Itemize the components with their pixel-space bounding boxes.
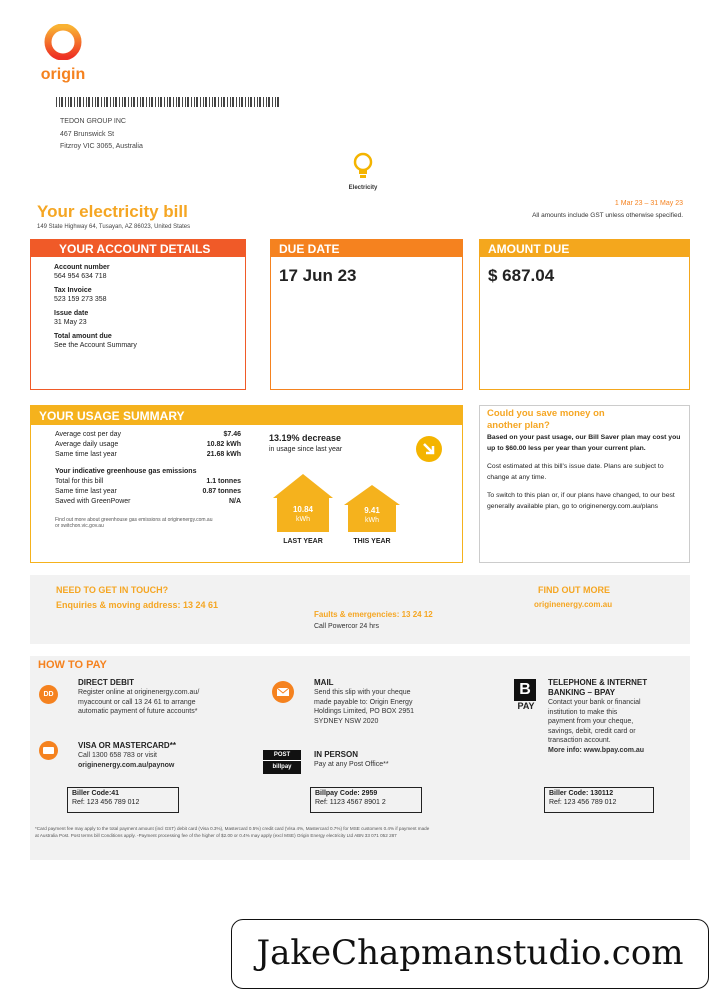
this-year-house xyxy=(340,483,404,545)
this-year-value: 9.41 xyxy=(364,506,380,515)
post-billpay-icon xyxy=(263,750,301,774)
bpay-reference-box xyxy=(544,787,654,813)
service-label: Electricity xyxy=(348,185,378,191)
last-year-unit: kWh xyxy=(296,516,310,523)
bpay-biller-code: Biller Code: 130112 xyxy=(549,790,614,797)
biller-code: Biller Code:41 xyxy=(72,790,120,797)
emissions-row xyxy=(55,497,241,507)
contact-section xyxy=(30,575,690,644)
mail-text: made payable to: Origin Energy xyxy=(314,698,413,706)
account-field xyxy=(54,264,245,281)
billpay-reference-box xyxy=(310,787,422,813)
this-year-label: THIS YEAR xyxy=(353,538,391,545)
address-line-2: 467 Brunswick St xyxy=(60,131,115,138)
direct-debit-text: Register online at originenergy.com.au/ xyxy=(78,689,200,696)
postal-barcode xyxy=(56,97,281,107)
mail-text: Holdings Limited, PO BOX 2951 xyxy=(314,708,414,715)
total-due-label: Total amount due xyxy=(54,333,112,340)
mail-title: MAIL xyxy=(314,678,334,687)
usage-decrease-subtitle: in usage since last year xyxy=(269,446,343,453)
usage-summary-heading: YOUR USAGE SUMMARY xyxy=(31,406,462,425)
bpay-text: savings, debit, credit card or xyxy=(548,727,636,735)
bpay-text: payment from your cheque, xyxy=(548,718,634,725)
mail-text: SYDNEY NSW 2020 xyxy=(314,717,379,725)
account-details-box xyxy=(30,239,246,390)
brand-name: origin xyxy=(40,66,86,83)
emissions-heading: Your indicative greenhouse gas emissions xyxy=(55,468,197,475)
bpay-text: Contact your bank or financial xyxy=(548,699,641,706)
save-title-2: another plan? xyxy=(487,420,550,431)
save-paragraph-3: To switch to this plan or, if our plans have changed, to our best generally available plan, go to originenergy.com.au/plans xyxy=(487,492,675,510)
bill-period: 1 Mar 23 – 31 May 23 xyxy=(614,200,683,207)
save-money-box xyxy=(479,405,690,563)
this-year-unit: kWh xyxy=(365,517,379,524)
origin-logo xyxy=(40,24,86,84)
bpay-text: More info: www.bpay.com.au xyxy=(548,746,645,754)
emissions-row-value: 0.87 tonnes xyxy=(202,488,241,495)
account-details-heading: YOUR ACCOUNT DETAILS xyxy=(31,240,245,257)
faults-line: Faults & emergencies: 13 24 12 xyxy=(314,610,433,619)
emissions-row-value: 1.1 tonnes xyxy=(206,478,241,485)
in-person-title: IN PERSON xyxy=(314,750,359,759)
find-out-more-heading: FIND OUT MORE xyxy=(538,585,610,595)
mailing-address xyxy=(60,117,143,151)
total-due-value: See the Account Summary xyxy=(54,342,137,349)
contact-heading: NEED TO GET IN TOUCH? xyxy=(56,585,169,595)
direct-debit-text: myaccount or call 13 24 61 to arrange xyxy=(78,698,196,706)
usage-stats xyxy=(55,430,241,529)
lightbulb-icon xyxy=(352,152,374,180)
account-number-value: 564 954 634 718 xyxy=(54,273,107,280)
due-date-value: 17 Jun 23 xyxy=(279,266,357,285)
direct-debit-option xyxy=(78,678,268,717)
amount-due-value: $ 687.04 xyxy=(488,266,555,285)
bpay-title: TELEPHONE & INTERNET xyxy=(548,678,648,687)
usage-row xyxy=(55,430,241,440)
reference-number: Ref: 123 456 789 012 xyxy=(549,799,617,806)
address-line-3: Fitzroy VIC 3065, Australia xyxy=(60,143,143,150)
watermark-box xyxy=(231,919,709,989)
usage-row-value: 21.68 kWh xyxy=(206,451,241,458)
usage-decrease-title: 13.19% decrease xyxy=(269,433,342,443)
reference-number: Ref: 123 456 789 012 xyxy=(72,799,140,806)
direct-debit-title: DIRECT DEBIT xyxy=(78,678,134,687)
usage-row xyxy=(55,440,241,450)
watermark-text: JakeChapmanstudio.com xyxy=(256,933,684,973)
billpay-code: Billpay Code: 2959 xyxy=(315,790,378,797)
biller-reference-box xyxy=(67,787,179,813)
account-field xyxy=(54,333,245,350)
decrease-arrow-icon xyxy=(416,436,442,462)
fine-print-line: at Australia Post. Post terms bill Conditions apply. -Payment processing fee of the higher of $2.00 or 0.4% may apply (excl MSE) Origin Energy electricity Ltd ABN 33 071 052 287 xyxy=(35,833,397,838)
in-person-option xyxy=(314,750,484,770)
post-badge-top: POST xyxy=(263,750,301,761)
mail-text: Send this slip with your cheque xyxy=(314,689,411,696)
issue-date-value: 31 May 23 xyxy=(54,319,87,326)
usage-row-value: 10.82 kWh xyxy=(206,441,241,448)
tax-invoice-label: Tax Invoice xyxy=(54,287,92,294)
mail-option xyxy=(314,678,484,726)
usage-summary-box xyxy=(30,405,463,563)
faults-subline: Call Powercor 24 hrs xyxy=(314,623,379,630)
address-line-1: TEDON GROUP INC xyxy=(60,118,126,125)
bpay-text: transaction account. xyxy=(548,737,611,744)
last-year-label: LAST YEAR xyxy=(283,538,323,545)
card-payment-option xyxy=(78,741,268,770)
usage-row-label: Average daily usage xyxy=(55,441,119,448)
account-field xyxy=(54,287,245,304)
payment-fine-print xyxy=(35,825,685,839)
bpay-logo-text: PAY xyxy=(517,701,535,711)
save-paragraph-2: Cost estimated at this bill's issue date. Plans are subject to change at any time. xyxy=(487,463,664,481)
usage-row xyxy=(55,450,241,460)
amount-due-heading: AMOUNT DUE xyxy=(480,240,689,257)
card-payment-text: originenergy.com.au/paynow xyxy=(78,761,175,769)
card-payment-text: Call 1300 658 783 or visit xyxy=(78,752,157,759)
bpay-option xyxy=(548,678,688,755)
usage-row-label: Average cost per day xyxy=(55,431,122,438)
credit-card-icon xyxy=(39,741,58,760)
emissions-row-label: Same time last year xyxy=(55,488,117,495)
due-date-box xyxy=(270,239,463,390)
fine-print-line: *Card payment fee may apply to the total payment amount (incl GST) debit card (Visa 0.3%), Mastercard 0.5%) credit card (Visa 4%, Mastercard 0.7%) for MSE customers 0.4% if payment made xyxy=(35,826,430,831)
emissions-row xyxy=(55,477,241,487)
reference-number: Ref: 1123 4567 8901 2 xyxy=(315,799,386,806)
how-to-pay-heading: HOW TO PAY xyxy=(38,659,107,671)
usage-row-value: $7.46 xyxy=(223,431,241,438)
emissions-footnote: Find out more about greenhouse gas emissions at originenergy.com.au or switchon.vic.gov.au xyxy=(55,517,213,529)
direct-debit-icon: DD xyxy=(39,685,58,704)
amount-due-box xyxy=(479,239,690,390)
in-person-text: Pay at any Post Office** xyxy=(314,761,389,768)
origin-logo-mark xyxy=(40,24,86,60)
last-year-house xyxy=(271,472,335,545)
emissions-row xyxy=(55,487,241,497)
bpay-logo-icon: B PAY xyxy=(514,679,538,717)
card-payment-title: VISA OR MASTERCARD** xyxy=(78,741,176,750)
mail-icon xyxy=(272,681,294,703)
emissions-row-label: Total for this bill xyxy=(55,478,104,485)
how-to-pay-section xyxy=(30,656,690,860)
bpay-text: institution to make this xyxy=(548,708,618,716)
last-year-value: 10.84 xyxy=(292,505,314,514)
house-icon xyxy=(271,472,335,532)
site-address: 149 State Highway 64, Tusayan, AZ 86023, United States xyxy=(37,224,191,230)
due-date-heading: DUE DATE xyxy=(271,240,462,257)
issue-date-label: Issue date xyxy=(54,310,89,317)
account-field xyxy=(54,310,245,327)
bpay-title: BANKING – BPAY xyxy=(548,688,616,697)
save-paragraph-1: Based on your past usage, our Bill Saver plan may cost you up to $60.00 less per year than your current plan. xyxy=(487,434,681,452)
direct-debit-text: automatic payment of future accounts* xyxy=(78,708,198,715)
post-badge-bottom: billpay xyxy=(272,764,292,770)
usage-row-label: Same time last year xyxy=(55,451,117,458)
enquiries-line: Enquiries & moving address: 13 24 61 xyxy=(56,600,219,610)
tax-invoice-value: 523 159 273 358 xyxy=(54,296,107,303)
find-out-more-link[interactable]: originenergy.com.au xyxy=(534,600,613,609)
bill-title: Your electricity bill xyxy=(37,202,188,221)
account-number-label: Account number xyxy=(54,264,110,271)
service-type xyxy=(338,152,388,191)
gst-note: All amounts include GST unless otherwise specified. xyxy=(532,212,683,219)
save-title-1: Could you save money on xyxy=(487,408,605,419)
emissions-row-value: N/A xyxy=(228,498,241,505)
emissions-row-label: Saved with GreenPower xyxy=(55,498,131,505)
